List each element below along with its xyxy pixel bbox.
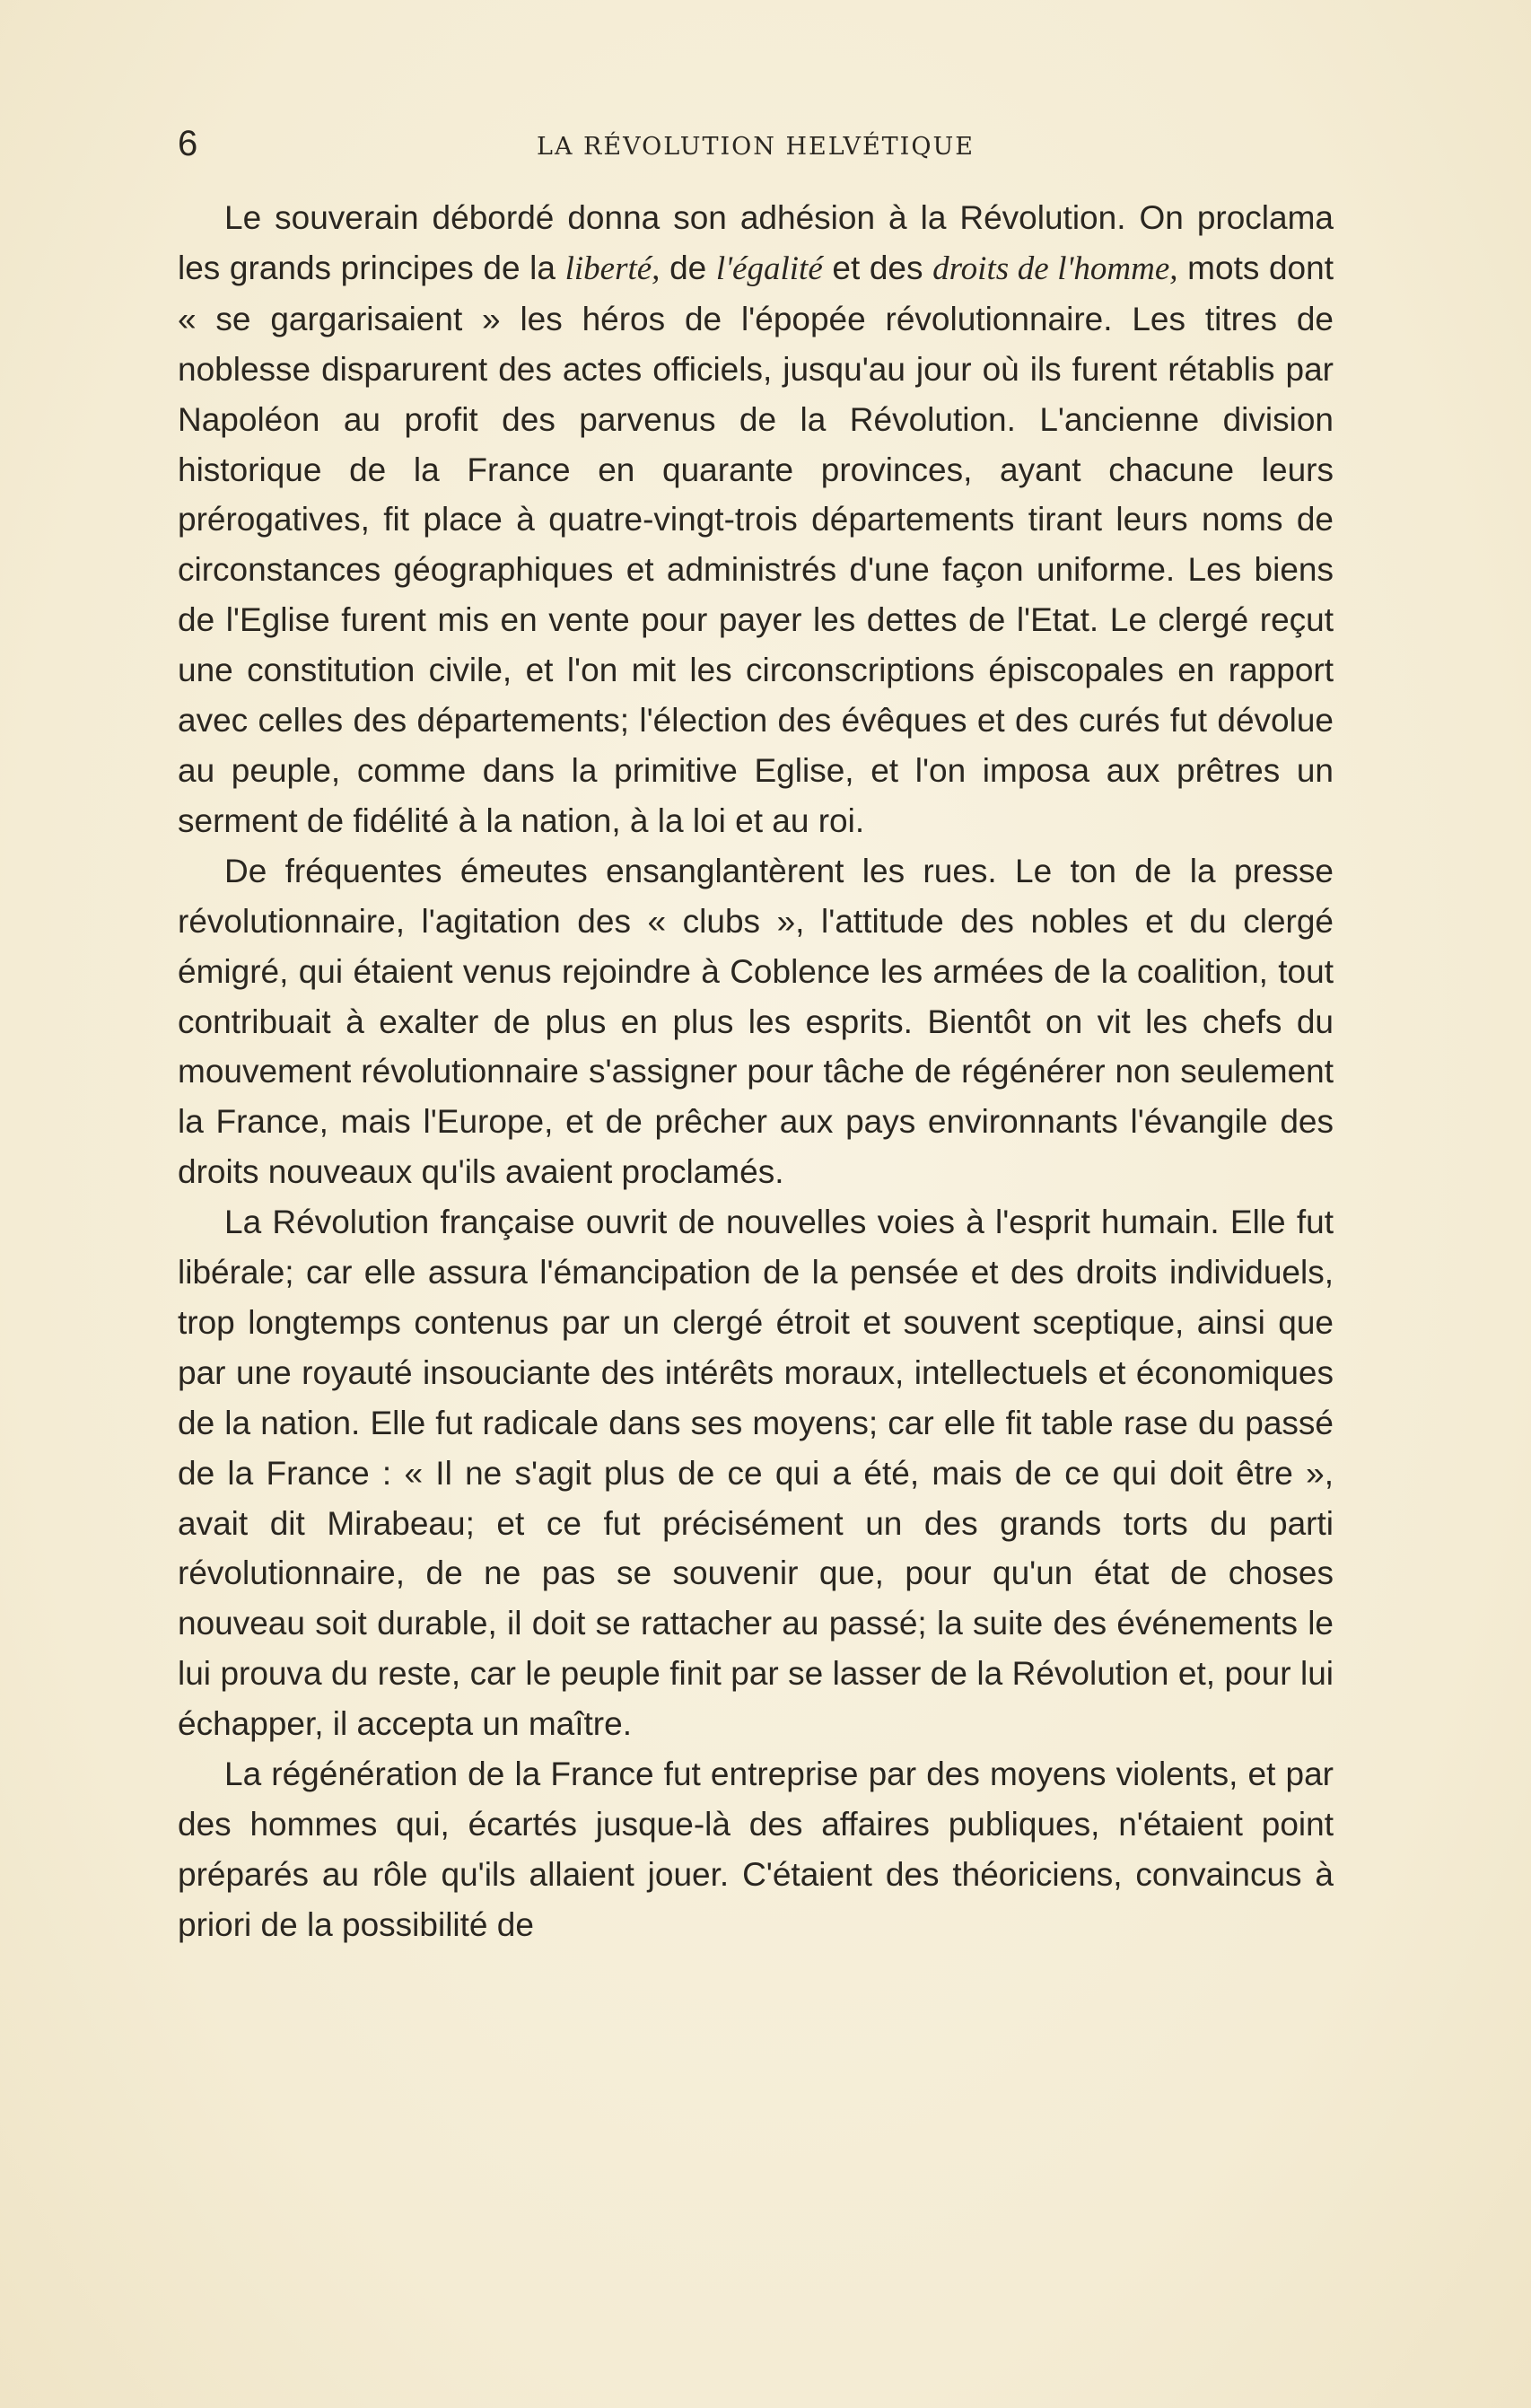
italic-term: liberté, [564, 250, 661, 287]
italic-term: droits de l'homme, [932, 250, 1178, 287]
paragraph: Le souverain débordé donna son adhésion à la Révolution. On proclama les grands principes de la liberté, de l'égalité et des droits de l'homme, mots dont « se gargarisaient » les héros de l'épopée révolutionnaire. Les titres de noblesse disparurent des actes officiels, jusqu'au jour où ils furent rétablis par Napoléon au profit des parvenus de la Révolution. L'ancienne division historique de la France en quarante provinces, ayant chacune leurs prérogatives, fit place à quatre-vingt-trois départements tirant leurs noms de circonstances géographiques et administrés d'une façon uniforme. Les biens de l'Eglise furent mis en vente pour payer les dettes de l'Etat. Le clergé reçut une constitution civile, et l'on mit les circonscriptions épiscopales en rapport avec celles des départements; l'élection des évêques et des curés fut dévolue au peuple, comme dans la primitive Eglise, et l'on imposa aux prêtres un serment de fidélité à la nation, à la loi et au roi. [178, 199, 1334, 839]
running-title: LA RÉVOLUTION HELVÉTIQUE [537, 133, 975, 161]
paragraph: La régénération de la France fut entreprise par des moyens violents, et par des hommes qui, écartés jusque-là des affaires publiques, n'étaient point préparés au rôle qu'ils allaient jouer. C'étaient des théoriciens, convaincus à priori de la possibilité de [178, 1756, 1334, 1943]
body-text [178, 193, 1334, 1950]
italic-term: l'égalité [715, 250, 823, 287]
paragraph: La Révolution française ouvrit de nouvelles voies à l'esprit humain. Elle fut libérale; car elle assura l'émancipation de la pensée et des droits individuels, trop longtemps contenus par un clergé étroit et souvent sceptique, ainsi que par une royauté insouciante des intérêts moraux, intellectuels et économiques de la nation. Elle fut radicale dans ses moyens; car elle fit table rase du passé de la France : « Il ne s'agit plus de ce qui a été, mais de ce qui doit être », avait dit Mirabeau; et ce fut précisément un des grands torts du parti révolutionnaire, de ne pas se souvenir que, pour qu'un état de choses nouveau soit durable, il doit se rattacher au passé; la suite des événements le lui prouva du reste, car le peuple finit par se lasser de la Révolution et, pour lui échapper, il accepta un maître. [178, 1204, 1334, 1743]
paragraph: De fréquentes émeutes ensanglantèrent les rues. Le ton de la presse révolutionnaire, l'agitation des « clubs », l'attitude des nobles et du clergé émigré, qui étaient venus rejoindre à Coblence les armées de la coalition, tout contribuait à exalter de plus en plus les esprits. Bientôt on vit les chefs du mouvement révolutionnaire s'assigner pour tâche de régénérer non seulement la France, mais l'Europe, et de prêcher aux pays environnants l'évangile des droits nouveaux qu'ils avaient proclamés. [178, 852, 1334, 1191]
page-number: 6 [178, 124, 198, 163]
page-header [178, 124, 1334, 169]
